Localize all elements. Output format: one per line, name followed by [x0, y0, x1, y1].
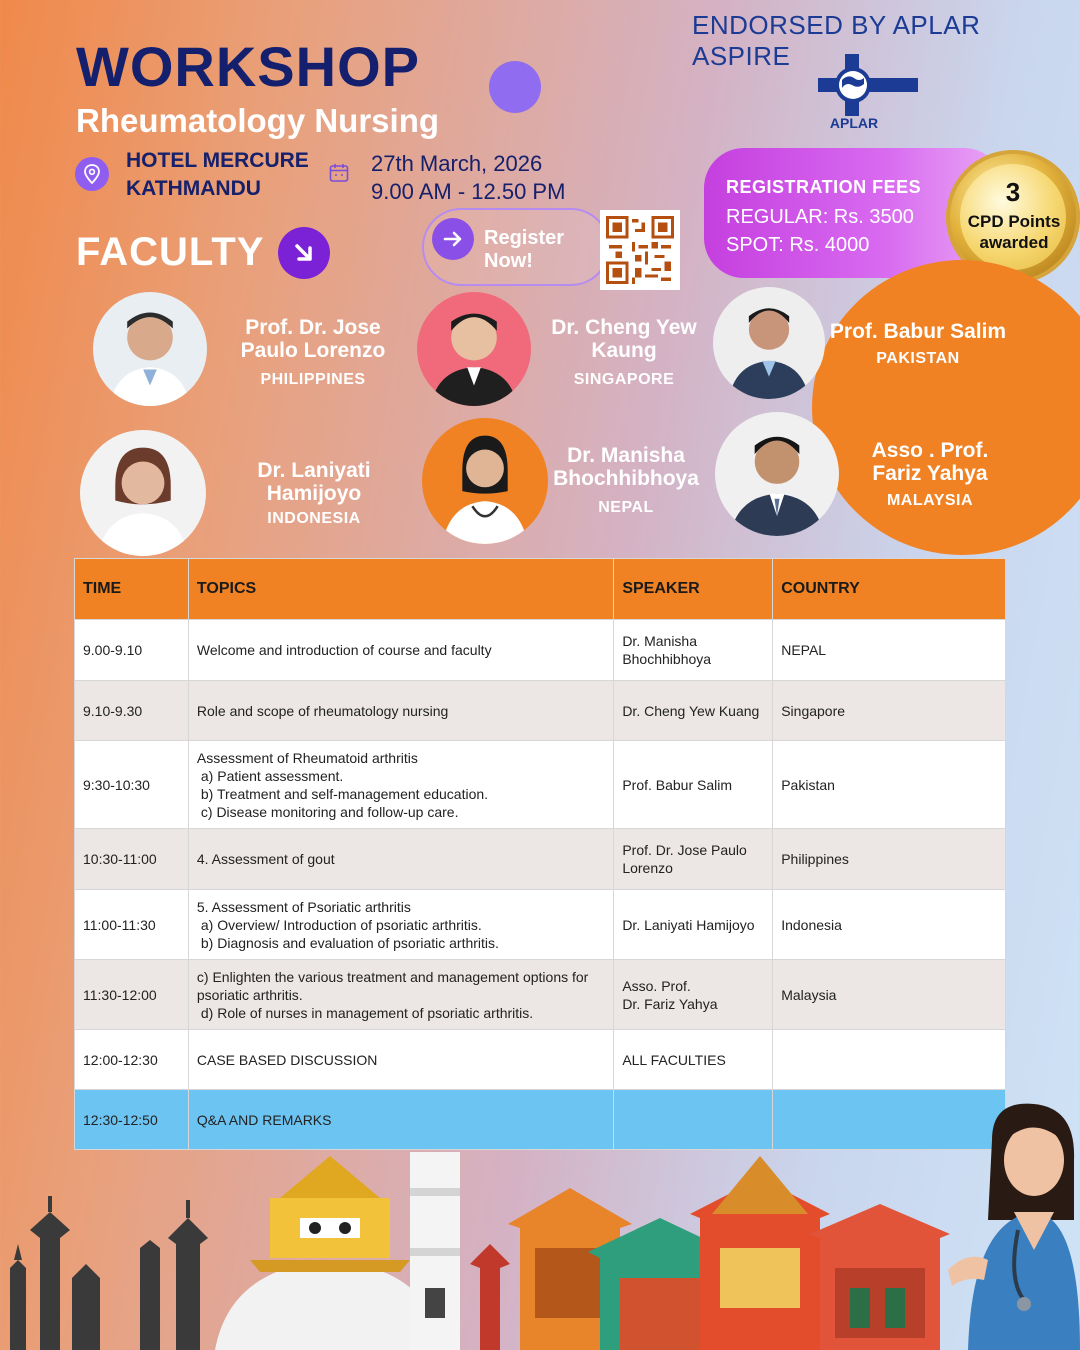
topic-line: b) Treatment and self-management education.: [200, 785, 489, 802]
faculty-name-line-2: Fariz Yahya: [872, 462, 988, 485]
avatar-fariz-yahya: [715, 412, 839, 536]
cell-speaker: [614, 1090, 773, 1150]
speaker-line: Prof. Dr. Jose Paulo: [622, 842, 747, 858]
speaker-line: Dr. Manisha: [622, 633, 698, 649]
faculty-name-line-2: Hamijoyo: [266, 482, 362, 505]
faculty-name-line-1: Dr. Cheng Yew: [551, 316, 697, 339]
table-header-row: [75, 559, 1006, 620]
cell-topic: [188, 1090, 613, 1150]
faculty-name: [534, 316, 714, 362]
nurse-illustration: [948, 1100, 1080, 1350]
table-row: [75, 1030, 1006, 1090]
faculty-card-manisha-bhochhibhoya: [548, 444, 704, 517]
arrow-right-icon[interactable]: [432, 218, 474, 260]
cell-speaker: [614, 1030, 773, 1090]
venue: [126, 147, 309, 203]
cell-time: 12:00-12:30: [75, 1030, 189, 1090]
speaker-line: ALL FACULTIES: [622, 1051, 726, 1068]
faculty-name-line-2: Paulo Lorenzo: [240, 339, 386, 362]
cell-time: 9.00-9.10: [75, 620, 189, 681]
faculty-name: [232, 459, 396, 505]
cell-country: Singapore: [773, 681, 1006, 741]
table-row: [75, 681, 1006, 741]
cell-speaker: [614, 890, 773, 960]
cpd-points-text: [958, 211, 1070, 253]
avatar-jose-paulo-lorenzo: [93, 292, 207, 406]
faculty-country: INDONESIA: [267, 510, 361, 527]
registration-fees-title: REGISTRATION FEES: [726, 177, 922, 197]
cell-speaker: [614, 741, 773, 829]
cell-speaker: [614, 620, 773, 681]
cell-country: Indonesia: [773, 890, 1006, 960]
cell-speaker: [614, 960, 773, 1030]
event-date: 27th March, 2026: [371, 151, 543, 176]
faculty-card-fariz-yahya: [848, 439, 1012, 510]
topic-line: a) Patient assessment.: [200, 767, 344, 784]
page-title: WORKSHOP: [76, 35, 420, 98]
event-datetime: [371, 150, 565, 206]
avatar-manisha-bhochhibhoya: [422, 418, 548, 544]
faculty-country: PHILIPPINES: [260, 371, 366, 388]
cell-country: NEPAL: [773, 620, 1006, 681]
faculty-name-line-1: Dr. Laniyati: [257, 459, 371, 482]
topic-line: Role and scope of rheumatology nursing: [196, 702, 449, 719]
cell-time: 12:30-12:50: [75, 1090, 189, 1150]
cell-topic: [188, 829, 613, 890]
location-pin-icon: [75, 157, 109, 191]
speaker-line: Prof. Babur Salim: [622, 776, 733, 793]
cell-topic: [188, 960, 613, 1030]
arrow-down-right-icon: [278, 227, 330, 279]
topic-line: Welcome and introduction of course and faculty: [196, 642, 492, 658]
speaker-line: Dr. Fariz Yahya: [622, 995, 718, 1012]
faculty-card-jose-paulo-lorenzo: [220, 316, 406, 389]
cell-topic: [188, 1030, 613, 1090]
decorative-dot: [489, 61, 541, 113]
cell-topic: [188, 741, 613, 829]
cell-country: Philippines: [773, 829, 1006, 890]
cpd-line-1: CPD Points: [967, 212, 1061, 231]
speaker-line: Dr. Cheng Yew Kuang: [622, 702, 760, 719]
topic-line: 4. Assessment of gout: [196, 851, 335, 867]
faculty-card-babur-salim: [826, 320, 1010, 368]
topic-line: Assessment of Rheumatoid arthritis: [196, 749, 418, 766]
register-line-2[interactable]: Now!: [484, 250, 533, 272]
cell-speaker: [614, 681, 773, 741]
table-row: [75, 1090, 1006, 1150]
register-now-label[interactable]: [484, 227, 564, 273]
cell-time: 10:30-11:00: [75, 829, 189, 890]
cell-country: Pakistan: [773, 741, 1006, 829]
venue-line-1: HOTEL MERCURE: [126, 149, 309, 172]
faculty-country: SINGAPORE: [573, 371, 675, 388]
faculty-heading: FACULTY: [76, 230, 265, 274]
faculty-country: NEPAL: [598, 499, 654, 516]
column-header-country: COUNTRY: [773, 559, 1006, 620]
aplar-logo-text: APLAR: [829, 115, 879, 131]
qr-code[interactable]: [600, 210, 680, 290]
spot-fee: SPOT: Rs. 4000: [726, 234, 870, 256]
cell-topic: [188, 890, 613, 960]
cell-country: Malaysia: [773, 960, 1006, 1030]
table-row: [75, 829, 1006, 890]
faculty-name-line-1: Asso . Prof.: [871, 439, 989, 462]
avatar-laniyati-hamijoyo: [80, 430, 206, 556]
faculty-country: MALAYSIA: [886, 492, 974, 509]
cell-time: 11:00-11:30: [75, 890, 189, 960]
faculty-name: [220, 316, 406, 362]
cpd-points-number: 3: [1005, 177, 1021, 207]
faculty-card-cheng-yew-kaung: [534, 316, 714, 389]
topic-line: b) Diagnosis and evaluation of psoriatic arthritis.: [200, 934, 499, 951]
faculty-name: Prof. Babur Salim: [829, 320, 1007, 343]
faculty-name-line-1: Dr. Manisha: [567, 444, 685, 467]
column-header-speaker: SPEAKER: [614, 559, 773, 620]
schedule-table: [74, 558, 1006, 1150]
faculty-name-line-1: Prof. Dr. Jose: [245, 316, 381, 339]
faculty-name: [548, 444, 704, 490]
faculty-country: PAKISTAN: [876, 350, 960, 367]
orange-accent-blob: [812, 260, 1080, 555]
topic-line: c) Enlighten the various treatment and management options for: [196, 968, 589, 985]
column-header-time: TIME: [75, 559, 189, 620]
topic-line: c) Disease monitoring and follow-up care.: [200, 803, 459, 820]
topic-line: CASE BASED DISCUSSION: [196, 1051, 378, 1068]
venue-line-2: KATHMANDU: [126, 177, 261, 200]
event-time: 9.00 AM - 12.50 PM: [371, 179, 566, 204]
regular-fee: REGULAR: Rs. 3500: [726, 206, 914, 228]
topic-line: Q&A AND REMARKS: [196, 1111, 332, 1128]
table-row: [75, 741, 1006, 829]
cell-country: [773, 1030, 1006, 1090]
calendar-icon: [329, 163, 349, 183]
speaker-line: Dr. Laniyati Hamijoyo: [622, 916, 755, 933]
kathmandu-skyline-illustration: [0, 1148, 1080, 1350]
endorsement-text: ENDORSED BY APLAR ASPIRE: [692, 10, 981, 71]
faculty-card-laniyati-hamijoyo: [232, 459, 396, 528]
table-row: [75, 620, 1006, 681]
faculty-name-line-2: Bhochhibhoya: [553, 467, 699, 490]
register-line-1[interactable]: Register: [484, 227, 565, 249]
topic-line: d) Role of nurses in management of psoriatic arthritis.: [200, 1004, 534, 1021]
table-row: [75, 960, 1006, 1030]
speaker-line: Bhochhibhoya: [622, 651, 712, 667]
cell-time: 11:30-12:00: [75, 960, 189, 1030]
topic-line: a) Overview/ Introduction of psoriatic arthritis.: [200, 916, 482, 933]
page-subtitle: Rheumatology Nursing: [76, 102, 440, 139]
cell-topic: [188, 681, 613, 741]
column-header-topics: TOPICS: [188, 559, 613, 620]
cpd-line-2: awarded: [979, 233, 1049, 252]
avatar-babur-salim: [713, 287, 825, 399]
cell-speaker: [614, 829, 773, 890]
speaker-line: Lorenzo: [622, 860, 673, 876]
faculty-name: [848, 439, 1012, 485]
faculty-name-line-2: Kaung: [591, 339, 657, 362]
topic-line: psoriatic arthritis.: [196, 986, 303, 1003]
cell-time: 9:30-10:30: [75, 741, 189, 829]
cell-time: 9.10-9.30: [75, 681, 189, 741]
avatar-cheng-yew-kaung: [417, 292, 531, 406]
topic-line: 5. Assessment of Psoriatic arthritis: [196, 898, 411, 915]
speaker-line: Asso. Prof.: [622, 977, 691, 994]
table-row: [75, 890, 1006, 960]
cell-topic: [188, 620, 613, 681]
